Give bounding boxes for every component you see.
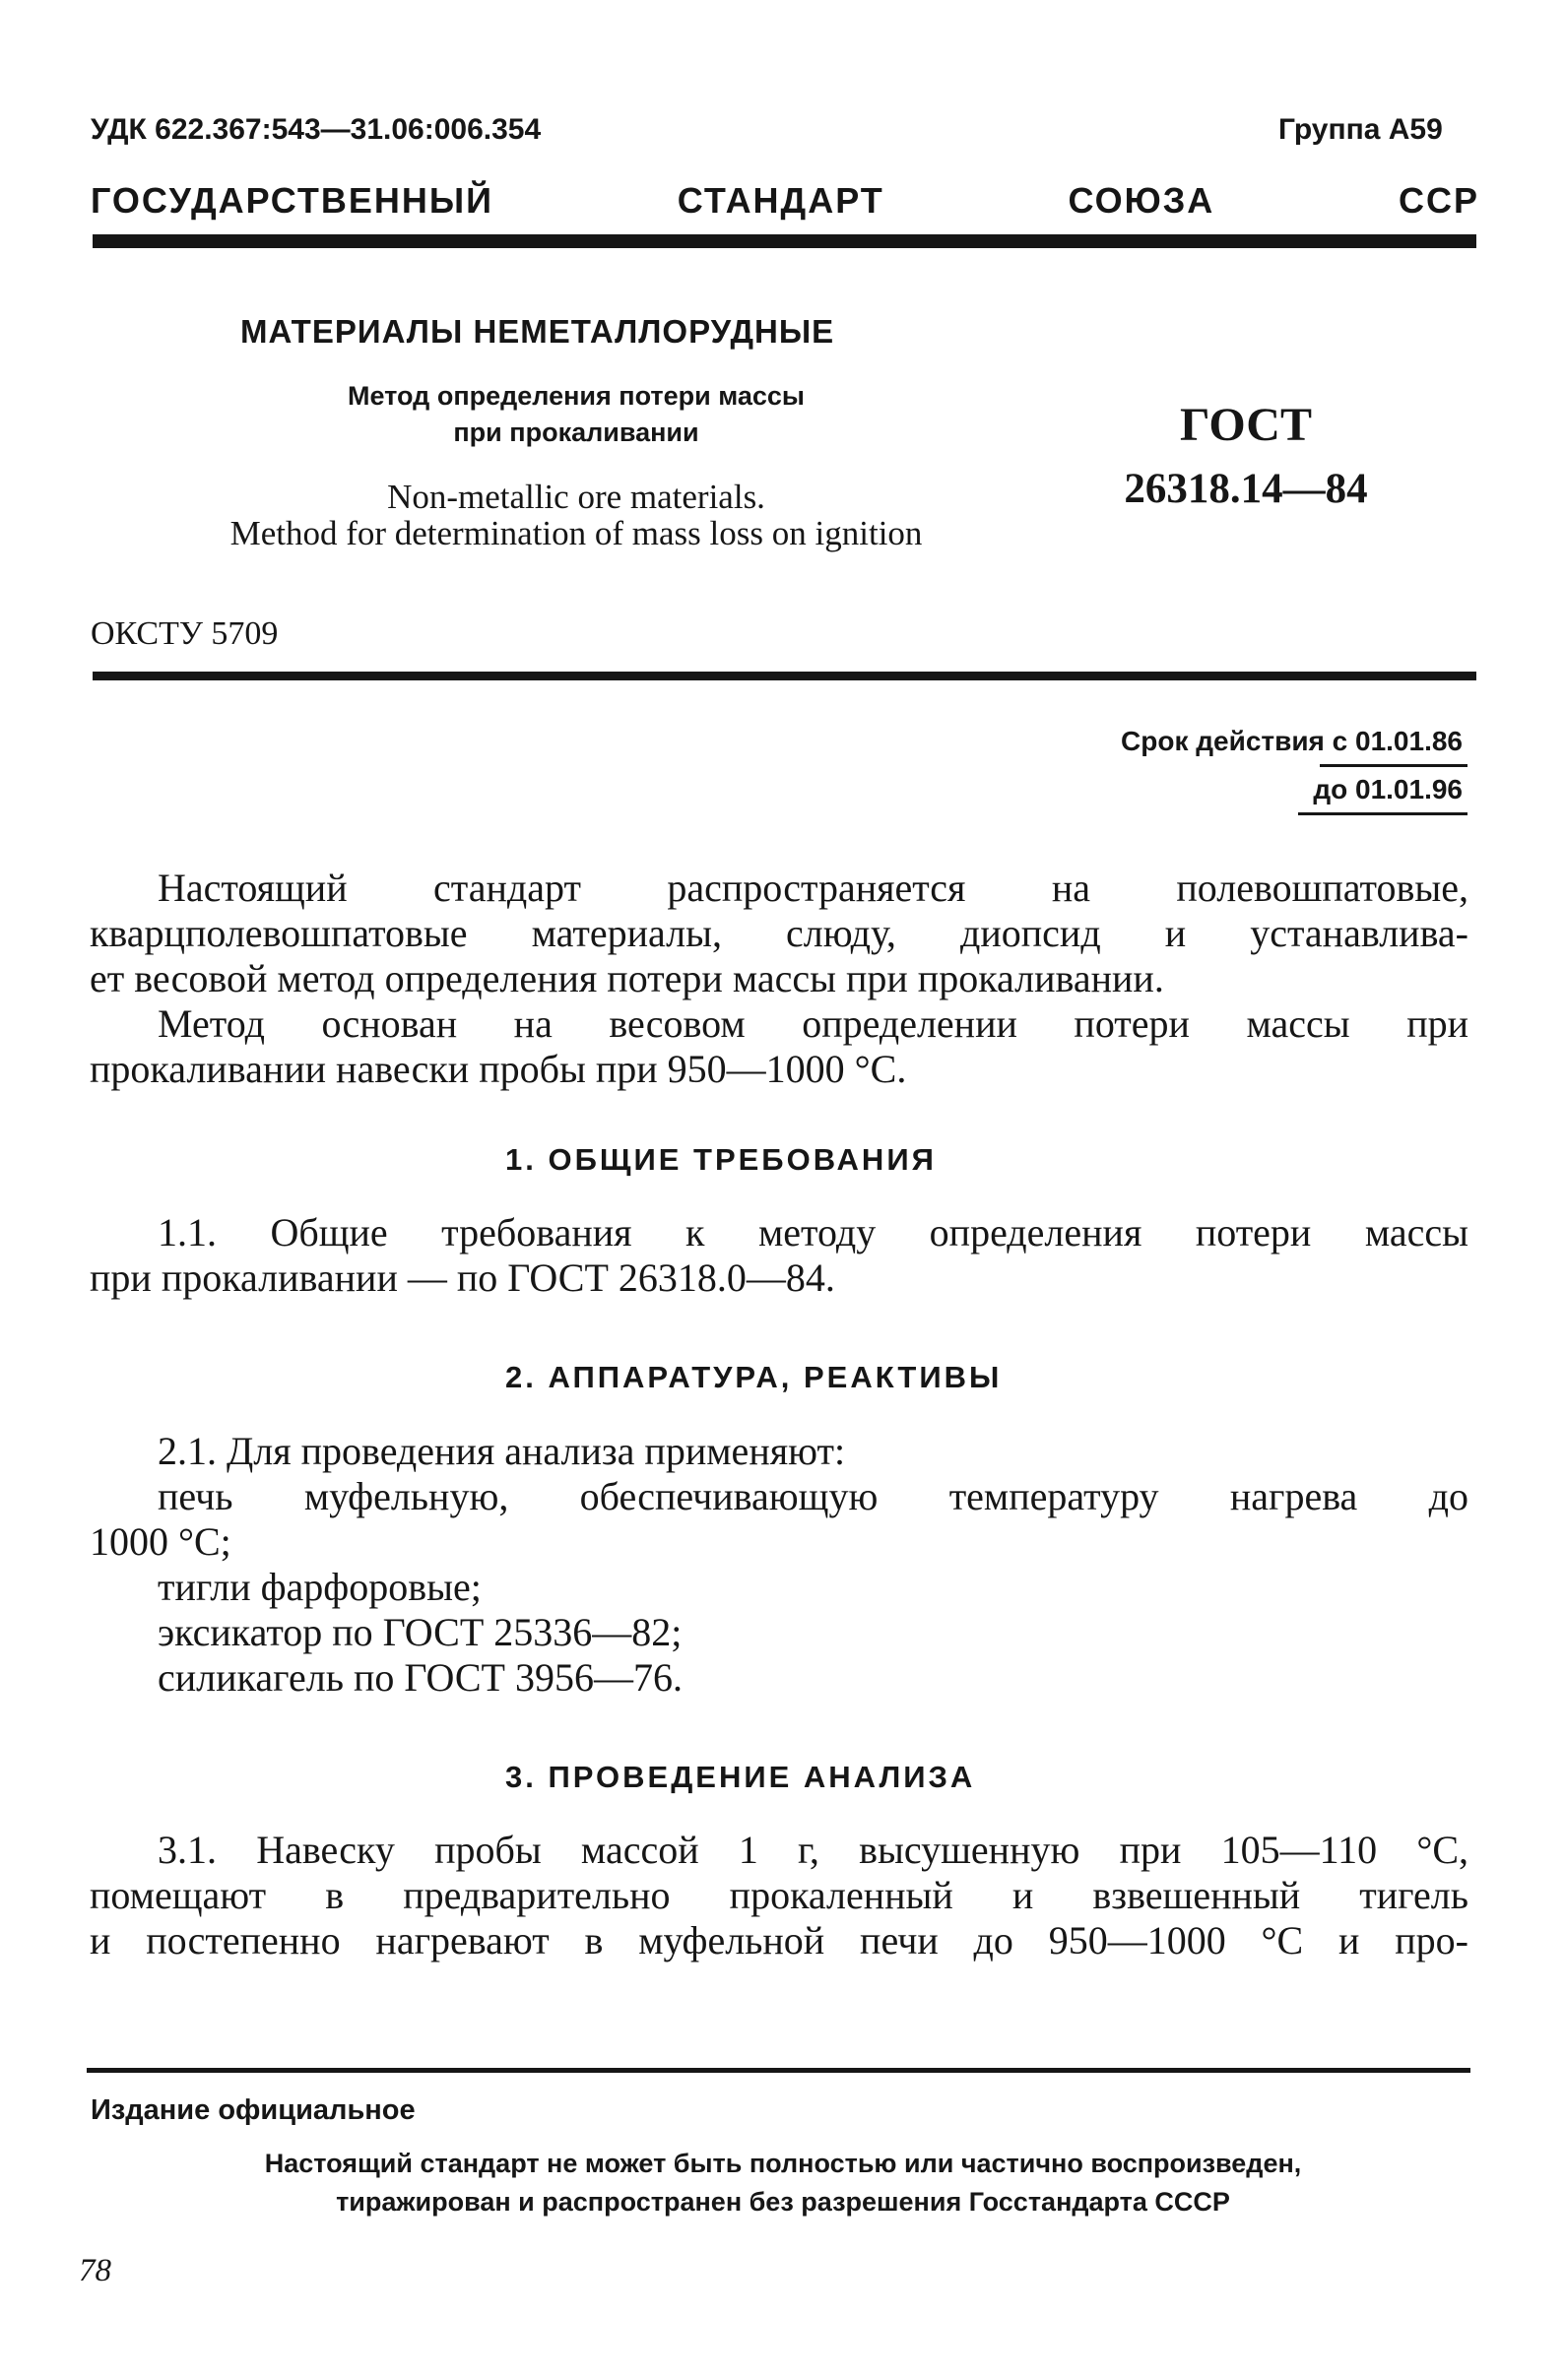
validity-underline-1 [1320, 764, 1467, 767]
validity-to: до 01.01.96 [1313, 774, 1463, 804]
section-3-line-3: и постепенно нагревают в муфельной печи до 950—1000 °С и про- [90, 1918, 1468, 1962]
group-code: Группа А59 [1278, 113, 1443, 146]
official-edition-label: Издание официальное [91, 2094, 416, 2126]
section-1-p-line-1: 1.1. Общие требования к методу определения потери массы [158, 1210, 1468, 1254]
section-2-line-5: эксикатор по ГОСТ 25336—82; [158, 1610, 683, 1654]
section-3-line-1: 3.1. Навеску пробы массой 1 г, высушенную при 105—110 °С, [158, 1828, 1468, 1872]
subtitle-en-line-1: Non-metallic ore materials. [387, 478, 765, 516]
validity-from: Срок действия с 01.01.86 [1121, 726, 1463, 756]
section-2-line-1: 2.1. Для проведения анализа применяют: [158, 1429, 846, 1473]
subtitle-en-line-2: Method for determination of mass loss on ignition [229, 514, 923, 552]
section-2-line-3: 1000 °С; [90, 1519, 231, 1564]
copyright-notice-line-1: Настоящий стандарт не может быть полностью или частично воспроизведен, [264, 2149, 1302, 2178]
section-3-line-2: помещают в предварительно прокаленный и взвешенный тигель [90, 1873, 1468, 1917]
copyright-notice-line-2: тиражирован и распространен без разрешения Госстандарта СССР [336, 2187, 1230, 2217]
intro-p1-line-3: ет весовой метод определения потери массы при прокаливании. [90, 956, 1164, 1000]
document-title: МАТЕРИАЛЫ НЕМЕТАЛЛОРУДНЫЕ [240, 313, 835, 350]
page-number: 78 [79, 2253, 111, 2288]
section-2-line-2: печь муфельную, обеспечивающую температуру нагрева до [158, 1474, 1468, 1518]
intro-p1-line-2: кварцполевошпатовые материалы, слюду, диопсид и устанавлива- [90, 911, 1468, 955]
intro-p2-line-1: Метод основан на весовом определении потери массы при [158, 1001, 1468, 1046]
gost-label: ГОСТ [1180, 399, 1312, 451]
section-2-line-6: силикагель по ГОСТ 3956—76. [158, 1655, 683, 1700]
header-rule [93, 234, 1476, 248]
gost-number: 26318.14—84 [1124, 466, 1368, 512]
footer-rule [87, 2068, 1470, 2073]
okstu-code: ОКСТУ 5709 [91, 615, 279, 652]
title-rule [93, 672, 1476, 680]
intro-p2-line-2: прокаливании навески пробы при 950—1000 °С. [90, 1047, 907, 1091]
intro-p1-line-1: Настоящий стандарт распространяется на полевошпатовые, [158, 866, 1468, 910]
section-1-p-line-2: при прокаливании — по ГОСТ 26318.0—84. [90, 1255, 835, 1300]
subtitle-ru-line-2: при прокаливании [453, 418, 699, 447]
section-3-heading: 3. ПРОВЕДЕНИЕ АНАЛИЗА [505, 1760, 976, 1794]
section-1-heading: 1. ОБЩИЕ ТРЕБОВАНИЯ [505, 1142, 937, 1177]
section-2-heading: 2. АППАРАТУРА, РЕАКТИВЫ [505, 1360, 1003, 1394]
section-2-line-4: тигли фарфоровые; [158, 1565, 482, 1609]
udk-code: УДК 622.367:543—31.06:006.354 [91, 113, 542, 146]
state-standard-banner: ГОСУДАРСТВЕННЫЙ СТАНДАРТ СОЮЗА ССР [91, 180, 1479, 221]
validity-underline-2 [1298, 812, 1467, 815]
subtitle-ru-line-1: Метод определения потери массы [348, 381, 805, 411]
